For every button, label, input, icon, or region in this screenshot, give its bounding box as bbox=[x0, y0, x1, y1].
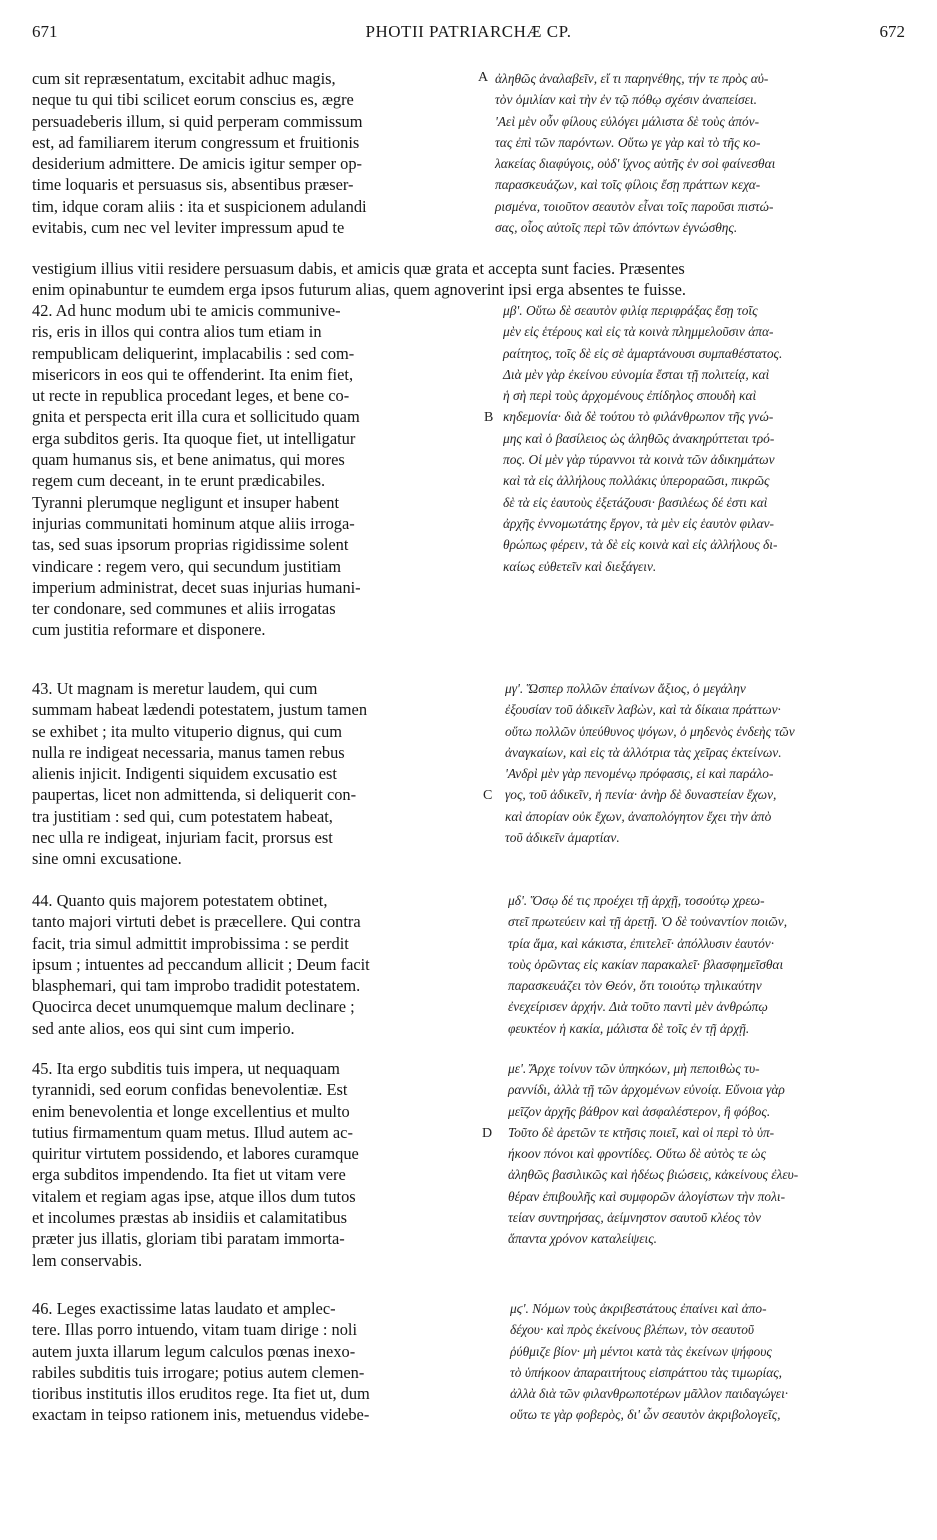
margin-letter-d: D bbox=[482, 1126, 493, 1141]
section-43-greek: μγ'. Ὥσπερ πολλῶν ἐπαίνων ἄξιος, ὁ μεγάλην ἐξουσίαν τοῦ ἀδικεῖν λαβὼν, καὶ τὰ δίκαια πράττων· οὕτω πολλῶν ὑπεύθυνος ψόγων, ὁ μηδενὸς ἐνδεὴς τῶν ἀναγκαίων, καὶ εἰς τὰ ἀλλότρια τὰς χεῖρας ἐκτείνων. 'Ανδρὶ μὲν γὰρ πενομένῳ πρόφασις, εἰ καὶ παράλο- γος, τοῦ ἀδικεῖν, ἡ πενία· ἀνὴρ δὲ δυναστείαν ἔχων, καὶ ἀπορίαν οὐκ ἔχων, ἀναπολόγητον ἔχει τὴν ἀπὸ τοῦ ἀδικεῖν ἁμαρτίαν. bbox=[505, 681, 795, 846]
margin-letter-b: B bbox=[484, 410, 494, 425]
page-number-right: 672 bbox=[879, 22, 905, 41]
margin-letter-a: A bbox=[478, 70, 489, 85]
section-45-greek: με'. Ἄρχε τοίνυν τῶν ὑπηκόων, μὴ πεποιθὼς τυ- ραννίδι, ἀλλὰ τῇ τῶν ἀρχομένων εὐνοίᾳ. Εὔνοια γὰρ μεῖζον ἀρχῆς βάθρον καὶ ἀσφαλέστερον, ἢ φόβος. Τοῦτο δὲ ἀρετῶν τε κτῆσις ποιεῖ, καὶ οἱ περὶ τὸ ὑπ- ήκοον πόνοι καὶ φροντίδες. Οὕτω δὲ αὐτὸς τε ὡς ἀληθῶς βασιλικῶς καὶ ἡδέως βιώσεις, κἀκείνους ἐλευ- θέραν ἐπιβουλῆς καὶ συμφορῶν ἀλογίστων τὴν πολι- τείαν συντηρήσας, ἀείμνηστον σαυτοῦ κλέος τὸν ἅπαντα χρόνον καταλείψεις. bbox=[508, 1061, 799, 1247]
intro-latin: cum sit repræsentatum, excitabit adhuc magis, neque tu qui tibi scilicet eorum conscius es, ægre persuadeberis illum, si quid perperam commissum est, ad familiarem iterum congressum et fruitionis desiderium admittere. De amicis igitur semper op- time loquaris et persuasus sis, absentibus præser- tim, idque coram aliis : ita et suspicionem adulandi evitabis, cum nec vel leviter impressum apud te bbox=[32, 69, 367, 238]
section-43-latin: 43. Ut magnam is meretur laudem, qui cum summam habeat lædendi potestatem, justum tamen se exhibet ; ita multo vituperio dignus, qui cum nulla re indigeat necessaria, manus tamen rebus alienis injicit. Indigenti siquidem excusatio est paupertas, licet non admittenda, si deliquerit con- tra justitiam : sed qui, cum potestatem habeat, nec ulla re indigeat, injuriam facit, prorsus est sine omni excusatione. bbox=[32, 679, 368, 869]
intro-greek: ἀληθῶς ἀναλαβεῖν, εἴ τι παρηνέθης, τήν τε πρὸς αὐ- τὸν ὁμιλίαν καὶ τὴν ἐν τῷ πόθῳ σχέσιν ἀναπείσει. 'Αεὶ μὲν οὖν φίλους εὐλόγει μάλιστα δὲ τοὺς ἀπόν- τας ἐπὶ τῶν παρόντων. Οὕτω γε γὰρ καὶ τὸ τῆς κο- λακείας διαφύγοις, οὐδ' ἴχνος αὐτῆς ἐν σοὶ φαίνεσθαι παρασκευάζων, καὶ τοῖς φίλοις ἔσῃ πράττων κεχα- ρισμένα, τοιοῦτον σεαυτὸν εἶναι τοῖς παροῦσι πιστώ- σας, οἷος αὐτοῖς περὶ τῶν ἀπόντων ἐγνώσθης. bbox=[495, 71, 776, 236]
section-45-latin: 45. Ita ergo subditis tuis impera, ut nequaquam tyrannidi, sed eorum confidas benevolentiæ. Est enim benevolentia et longe excellentius et multo tutius firmamentum quam metus. Illud autem ac- quiritur virtutem possidendo, et labores curamque erga subditos impendendo. Ita fiet ut vitam vere vitalem et regiam agas ipse, atque illos dum tutos et incolumes præstas ab insidiis et calamitatibus præter jus illatis, gloriam tibi paratam immorta- lem conservabis. bbox=[32, 1059, 359, 1270]
page-number-left: 671 bbox=[32, 22, 58, 41]
running-title: PHOTII PATRIARCHÆ CP. bbox=[365, 22, 572, 41]
section-46-latin: 46. Leges exactissime latas laudato et amplec- tere. Illas porro intuendo, vitam tuam dirige : noli autem juxta illarum legum calculos pœnas inexo- rabiles subditis tuis irrogare; potius autem clemen- tioribus institutis illos eruditos rege. Ita fiet ut, dum exactam in teipso rationem inis, metuendus videbe- bbox=[32, 1299, 370, 1425]
section-42-greek: μβ'. Οὕτω δὲ σεαυτὸν φιλίᾳ περιφράξας ἔσῃ τοῖς μὲν εἰς ἑτέρους καὶ εἰς τὰ κοινὰ πλημμελοῦσιν ἀπα- ραίτητος, τοῖς δὲ εἰς σὲ ἁμαρτάνουσι συμπαθέστατος. Διὰ μὲν γὰρ ἐκείνου εὐνομία ἔσται τῇ πολιτείᾳ, καὶ ἡ σὴ περὶ τοὺς ἀρχομένους ἐπίδηλος σπουδὴ καὶ κηδεμονία· διὰ δὲ τούτου τὸ φιλάνθρωπον τῆς γνώ- μης καὶ ὁ βασίλειος ὡς ἀληθῶς ἀνακηρύττεται τρό- πος. Οἱ μὲν γὰρ τύραννοι τὰ κοινὰ τῶν ἀδικημάτων καὶ τὰ εἰς ἀλλήλους πολλάκις ὑπεροραῶσι, πικρῶς δὲ τὰ εἰς ἑαυτοὺς ἐξετάζουσι· βασιλέως δέ ἐστι καὶ ἀρχῆς ἐννομωτάτης ἔργον, τὰ μὲν εἰς ἑαυτὸν φιλαν- θρώπως φέρειν, τὰ δὲ εἰς κοινὰ καὶ εἰς ἀλλήλους δι- καίως εὐθετεῖν καὶ διεξάγειν. bbox=[503, 303, 783, 574]
section-44-greek: μδ'. Ὅσῳ δέ τις προέχει τῇ ἀρχῇ, τοσούτῳ χρεω- στεῖ πρωτεύειν καὶ τῇ ἀρετῇ. Ὁ δὲ τοὐναντίον ποιῶν, τρία ἅμα, καὶ κάκιστα, ἐπιτελεῖ· ἀπόλλυσιν ἑαυτόν· τοὺς ὁρῶντας εἰς κακίαν παρακαλεῖ· βλασφημεῖσθαι παρασκευάζει τὸν Θεόν, ὅτι τοιούτῳ τηλικαύτην ἐνεχείρισεν ἀρχήν. Διὰ τοῦτο παντὶ μὲν ἀνθρώπῳ φευκτέον ἡ κακία, μάλιστα δὲ τοῖς ἐν τῇ ἀρχῇ. bbox=[508, 893, 788, 1036]
section-42-latin: 42. Ad hunc modum ubi te amicis communive- ris, eris in illos qui contra alios tum etiam in rempublicam deliquerint, implacabilis : sed com- misericors in eos qui te offenderint. Ita enim fiet, ut recte in republica procedant leges, et bene co- gnita et perspecta erit illa cura et sollicitudo quam erga subditos geris. Ita quoque fiet, ut intelligatur quam humanus sis, et bene animatus, qui mores regem cum deceant, in te erunt prædicabiles. Tyranni plerumque negligunt et insuper habent injurias communitati hominum atque aliis irroga- tas, sed suas ipsorum proprias rigidissime solent vindicare : regem vero, qui secundum justitiam imperium administrat, decet suas injurias humani- ter condonare, sed communes et aliis irrogatas cum justitia reformare et disponere. bbox=[32, 301, 361, 640]
section-46-greek: μϛ'. Νόμων τοὺς ἀκριβεστάτους ἐπαίνει καὶ ἀπο- δέχου· καὶ πρὸς ἐκείνους βλέπων, τὸν σεαυτοῦ ῥύθμιζε βίον· μὴ μέντοι κατὰ τὰς ἐκείνων ψήφους τὸ ὑπήκοον ἀπαραιτήτους εἰσπράττου τὰς τιμωρίας, ἀλλὰ διὰ τῶν φιλανθρωποτέρων μᾶλλον παιδαγώγει· οὕτω τε γὰρ φοβερὸς, δι' ὧν σεαυτὸν ἀκριβολογεῖς, bbox=[510, 1301, 789, 1423]
running-header bbox=[32, 22, 905, 50]
section-44-latin: 44. Quanto quis majorem potestatem obtinet, tanto majori virtuti debet is præcellere. Qui contra facit, tria simul admittit improbissima : se perdit ipsum ; intuentes ad peccandum allicit ; Deum facit blasphemari, qui tam improbo tradidit potestatem. Quocirca decet unumquemque malum declinare ; sed ante alios, eos qui sint cum imperio. bbox=[32, 891, 370, 1038]
intro-full-width: vestigium illius vitii residere persuasum dabis, et amicis quæ grata et accepta sunt facies. Præsentes enim opinabuntur te eumdem erga ipsos futurum alias, quem agnoverint ipsi erga absentes te fuisse. bbox=[32, 259, 686, 300]
margin-letter-c: C bbox=[483, 788, 493, 803]
